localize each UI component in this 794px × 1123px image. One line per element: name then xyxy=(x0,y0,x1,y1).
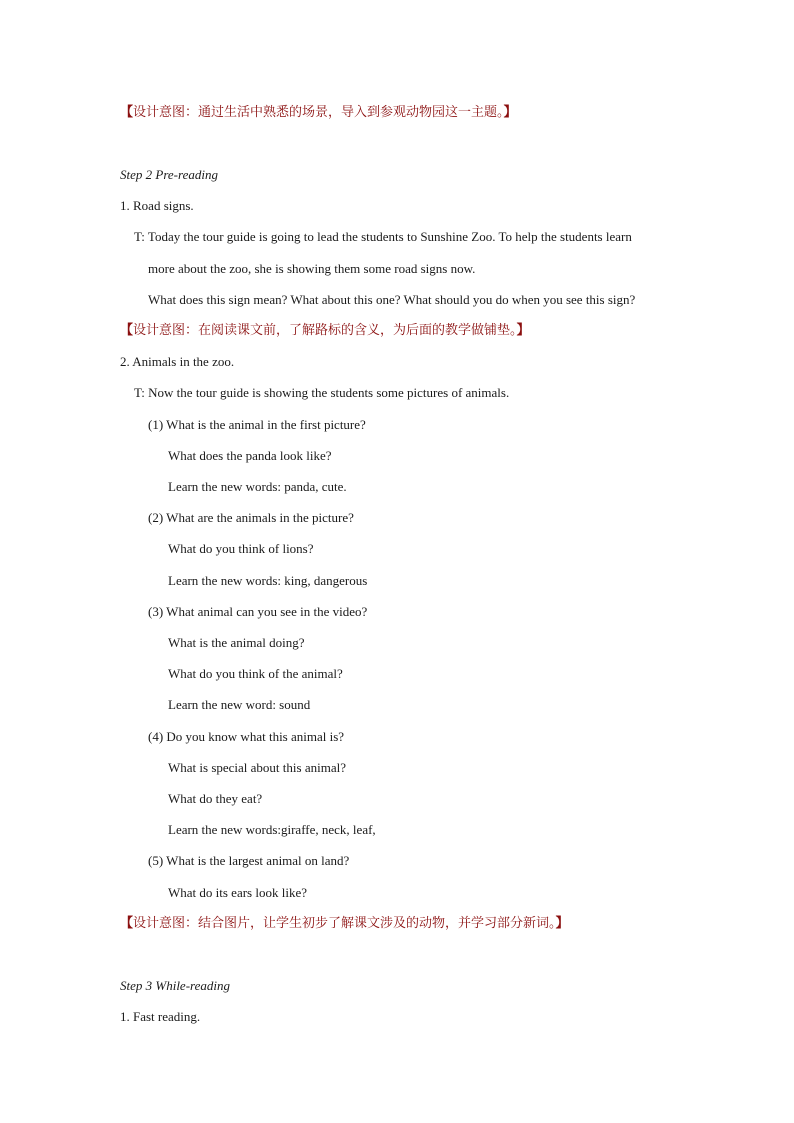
step-3-heading: Step 3 While-reading xyxy=(120,978,230,993)
road-signs-line-1: T: Today the tour guide is going to lead the students to Sunshine Zoo. To help the students learn xyxy=(134,229,632,244)
question-1-b: Learn the new words: panda, cute. xyxy=(168,479,347,494)
step-2-heading: Step 2 Pre-reading xyxy=(120,167,218,182)
animals-heading: 2. Animals in the zoo. xyxy=(120,354,235,369)
animals-intro: T: Now the tour guide is showing the students some pictures of animals. xyxy=(134,385,510,400)
question-2: (2) What are the animals in the picture? xyxy=(148,510,354,525)
road-signs-line-2: more about the zoo, she is showing them some road signs now. xyxy=(148,261,476,276)
question-4: (4) Do you know what this animal is? xyxy=(148,729,345,744)
road-signs-line-3: What does this sign mean? What about this one? What should you do when you see this sign? xyxy=(148,292,636,307)
question-4-b: What do they eat? xyxy=(168,791,263,806)
question-3: (3) What animal can you see in the video? xyxy=(148,604,368,619)
question-4-a: What is special about this animal? xyxy=(168,760,346,775)
fast-reading-heading: 1. Fast reading. xyxy=(120,1009,201,1024)
question-1-a: What does the panda look like? xyxy=(168,448,332,463)
design-intent-3: 【设计意图：结合图片，让学生初步了解课文涉及的动物，并学习部分新词。】 xyxy=(120,916,569,931)
question-3-b: What do you think of the animal? xyxy=(168,666,343,681)
question-2-b: Learn the new words: king, dangerous xyxy=(168,573,368,588)
road-signs-heading: 1. Road signs. xyxy=(120,198,194,213)
design-intent-2: 【设计意图：在阅读课文前，了解路标的含义，为后面的教学做铺垫。】 xyxy=(120,323,530,338)
question-2-a: What do you think of lions? xyxy=(168,541,314,556)
design-intent-1: 【设计意图：通过生活中熟悉的场景，导入到参观动物园这一主题。】 xyxy=(120,105,517,120)
question-3-a: What is the animal doing? xyxy=(168,635,305,650)
question-4-c: Learn the new words:giraffe, neck, leaf, xyxy=(168,822,376,837)
question-5-a: What do its ears look like? xyxy=(168,885,307,900)
question-1: (1) What is the animal in the first picture? xyxy=(148,417,366,432)
question-5: (5) What is the largest animal on land? xyxy=(148,853,350,868)
question-3-c: Learn the new word: sound xyxy=(168,697,311,712)
